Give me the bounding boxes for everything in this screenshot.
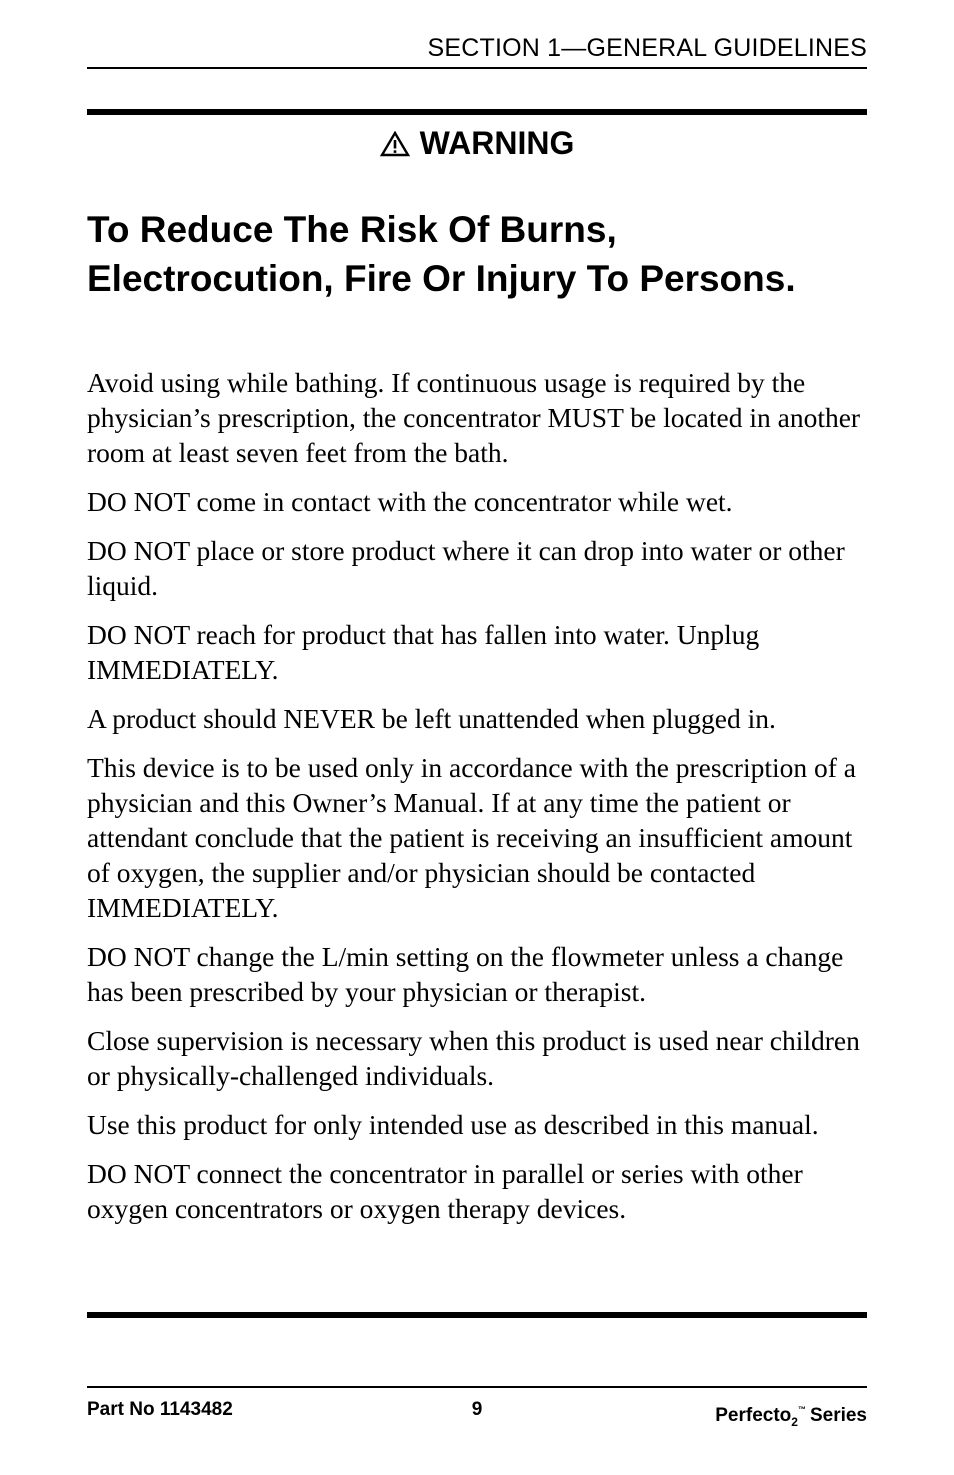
- warning-paragraph: DO NOT place or store product where it can drop into water or other liquid.: [87, 535, 845, 601]
- warning-paragraph: A product should NEVER be left unattended when plugged in.: [87, 703, 776, 734]
- warning-triangle-icon: [380, 131, 410, 157]
- warning-top-rule: [87, 109, 867, 115]
- warning-paragraph: Use this product for only intended use as described in this manual.: [87, 1109, 819, 1140]
- page-number: 9: [471, 1399, 483, 1420]
- product-name: Perfecto: [715, 1405, 792, 1426]
- warning-paragraph: Close supervision is necessary when this product is used near children or physically-challenged individuals.: [87, 1025, 860, 1091]
- part-number: Part No 1143482: [87, 1399, 233, 1420]
- warning-paragraph: Avoid using while bathing. If continuous usage is required by the physician’s prescription, the concentrator MUST be located in another room at least seven feet from the bath.: [87, 367, 861, 468]
- warning-paragraph: DO NOT connect the concentrator in parallel or series with other oxygen concentrators or oxygen therapy devices.: [87, 1158, 803, 1224]
- warning-paragraph: DO NOT change the L/min setting on the flowmeter unless a change has been prescribed by your physician or therapist.: [87, 941, 844, 1007]
- warning-paragraph: This device is to be used only in accordance with the prescription of a physician and this Owner’s Manual. If at any time the patient or attendant conclude that the patient is receiving an insufficient amount of oxygen, the supplier and/or physician should be contacted IMMEDIATELY.: [87, 752, 856, 923]
- warning-body: [87, 365, 867, 1240]
- warning-bottom-rule: [87, 1312, 867, 1318]
- footer-divider: [87, 1386, 867, 1388]
- product-series: [715, 1398, 867, 1434]
- warning-paragraph: DO NOT come in contact with the concentrator while wet.: [87, 486, 733, 517]
- header-divider: [87, 67, 867, 69]
- product-suffix: Series: [809, 1405, 867, 1426]
- warning-heading: To Reduce The Risk Of Burns, Electrocution, Fire Or Injury To Persons.: [87, 209, 796, 299]
- warning-banner: [87, 123, 867, 163]
- warning-paragraph: DO NOT reach for product that has fallen into water. Unplug IMMEDIATELY.: [87, 619, 760, 685]
- page-footer: [87, 1398, 867, 1429]
- warning-label: WARNING: [419, 125, 575, 161]
- section-header: SECTION 1—GENERAL GUIDELINES: [427, 34, 867, 62]
- trademark-symbol: ™: [797, 1405, 806, 1414]
- product-subscript: 2: [791, 1415, 798, 1429]
